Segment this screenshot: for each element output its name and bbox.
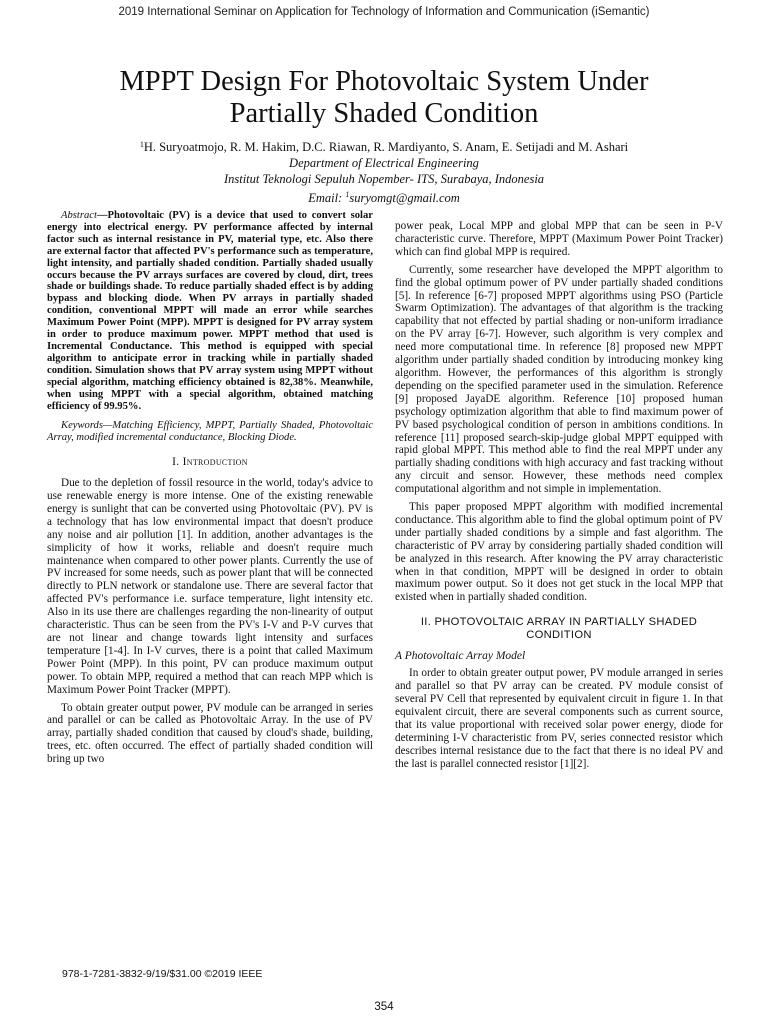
left-column xyxy=(47,210,373,771)
right-paragraph-2: Currently, some researcher have developed the MPPT algorithm to find the global optimum power of PV under partially shaded conditions [5]. In reference [6-7] proposed MPPT algorithms using PSO (Particle Swarm Optimization). The advantages of that algorithm is the tracking capability that not effected by partial shading or non-uniform irradiance on the PV array [6-7]. However, such algorithm is very complex and need more computational time. In reference [8] proposed new MPPT algorithm under partially shaded condition by introducing monkey king algorithm. However, the performances of this algorithm is strongly depending on the specified parameter used in the simulation. Reference [9] proposed JayaDE algorithm. Reference [10] proposed human psychology optimization algorithm that able to find maximum power of PV based psychological condition of person in ambitions conditions. In reference [11] proposed search-skip-judge global MPPT equipped with rapid global MPPT. This method able to find the real MPPT under any partially shading conditions with high accuracy and fast tracking without any circuit and sensor. However, these methods need complex computational algorithm and not simple in implementation. xyxy=(395,263,723,496)
intro-paragraph-1: Due to the depletion of fossil resource in the world, today's advice to use renewable energy is more intense. One of the existing renewable energy is sunlight that can be converted using Photovoltaic (PV). PV is a technology that has low environmental impact that doesn't produce any noise and air pollution [1]. In addition, another advantages is the simplicity of how it works, reliable and doesn't require much maintenance when compared to other power plants. Currently the use of PV increased for some needs, such as power plant that will be connected directly to PLN network or standalone use. There are several factor that affected PV's performance i.e. surface temperature, light intensity etc. Also in its use there are challenges regarding the non-linearity of output characteristic. Thus can be seen from the PV's I-V and P-V curves that are not linear and change towards light intensity and surfaces temperature [1-4]. In I-V curves, there is a point that called Maximum Power Point (MPP). In this point, PV can produce maximum output power. To obtain MPP, required a method that can reach MPP which is Maximum Power Point Tracker (MPPT). xyxy=(47,477,373,696)
section-heading-pv-array: II. PHOTOVOLTAIC ARRAY IN PARTIALLY SHADED CONDITION xyxy=(420,616,698,642)
page-number: 354 xyxy=(374,1001,394,1013)
right-column xyxy=(395,220,723,775)
section-heading-introduction: I. Introduction xyxy=(172,456,248,469)
subsection-heading-pv-model: A Photovoltaic Array Model xyxy=(395,650,526,663)
email-line xyxy=(40,187,728,206)
title-line-2: Partially Shaded Condition xyxy=(229,98,539,129)
institute: Institut Teknologi Sepuluh Nopember- ITS, Surabaya, Indonesia xyxy=(223,172,545,186)
keywords: Keywords—Matching Efficiency, MPPT, Partially Shaded, Photovoltaic Array, modified incremental conductance, Blocking Diode. xyxy=(47,420,373,444)
footer-isbn: 978-1-7281-3832-9/19/$31.00 ©2019 IEEE xyxy=(62,968,263,980)
email-mark: 1 xyxy=(345,190,350,199)
conference-header: 2019 International Seminar on Application for Technology of Information and Communication (iSemantic) xyxy=(118,6,650,18)
abstract xyxy=(47,210,373,412)
right-paragraph-1: power peak, Local MPP and global MPP that can be seen in P-V characteristic curve. Therefore, MPPT (Maximum Power Point Tracker) which can find global MPP is required. xyxy=(395,220,723,258)
author-list xyxy=(40,139,728,155)
right-paragraph-3: This paper proposed MPPT algorithm with modified incremental conductance. This algorithm able to find the global optimum point of PV under partially shaded conditions by a simple and fast algorithm. The characteristic of PV array by considering partially shaded condition will be analyzed in this research. After knowing the PV array characteristic when in that condition, MPPT will be designed in order to obtain maximum power output. So it does not get stuck in the local MPP that existed when in partially shaded condition. xyxy=(395,501,723,604)
authors-text: H. Suryoatmojo, R. M. Hakim, D.C. Riawan, R. Mardiyanto, S. Anam, E. Setijadi and M. Ashari xyxy=(143,140,629,154)
email-label: Email: xyxy=(308,191,346,206)
paper-title xyxy=(40,66,728,130)
author-mark: 1 xyxy=(139,140,144,149)
email-address[interactable]: suryomgt@gmail.com xyxy=(349,191,460,206)
title-line-1: MPPT Design For Photovoltaic System Under xyxy=(119,66,649,97)
abstract-text: —Photovoltaic (PV) is a device that used to convert solar energy into electrical energy. PV performance affected by internal factor such as internal resistance in PV, material type, etc. Also there are external factor that affected PV's performance such as temperature, light intensity, and partially shaded condition. Partially shaded usually occurs because the PV arrays surfaces are covered by cloud, dirt, trees shade or buildings shade. To reduce partially shaded effect is by adding bypass and blocking diode. When PV arrays in partially shaded condition, conventional MPPT will made an error while searches Maximum Power Point (MPP). MPPT is designed for PV array system in order to produce maximum power. MPPT method that used is Incremental Conductance. This method is equipped with special algorithm to anticipate error in tracking while in partially shaded condition. Simulation shows that PV array system using MPPT without special algorithm, matching efficiency obtained is 82,38%. Meanwhile, when using MPPT with a special algorithm, obtained matching efficiency of 99.95%. xyxy=(47,210,373,412)
abstract-label: Abstract xyxy=(61,210,97,221)
department: Department of Electrical Engineering xyxy=(289,156,479,170)
intro-paragraph-2: To obtain greater output power, PV module can be arranged in series and parallel or can be called as Photovoltaic Array. In the use of PV array, partially shaded condition that caused by cloud's shade, building, trees, etc. often occurred. The effect of partially shaded condition will bring up two xyxy=(47,701,373,766)
right-paragraph-4: In order to obtain greater output power, PV module arranged in series and parallel so that PV array can be created. PV module consist of several PV Cell that represented by equivalent circuit in figure 1. In that equivalent circuit, there are several components such as current source, that its value proportional with received solar power energy, diode for determining I-V characteristic from PV, series connected resistor which describes internal resistance due to the fact that there is no ideal PV and the last is parallel connected resistor [1][2]. xyxy=(395,667,723,770)
